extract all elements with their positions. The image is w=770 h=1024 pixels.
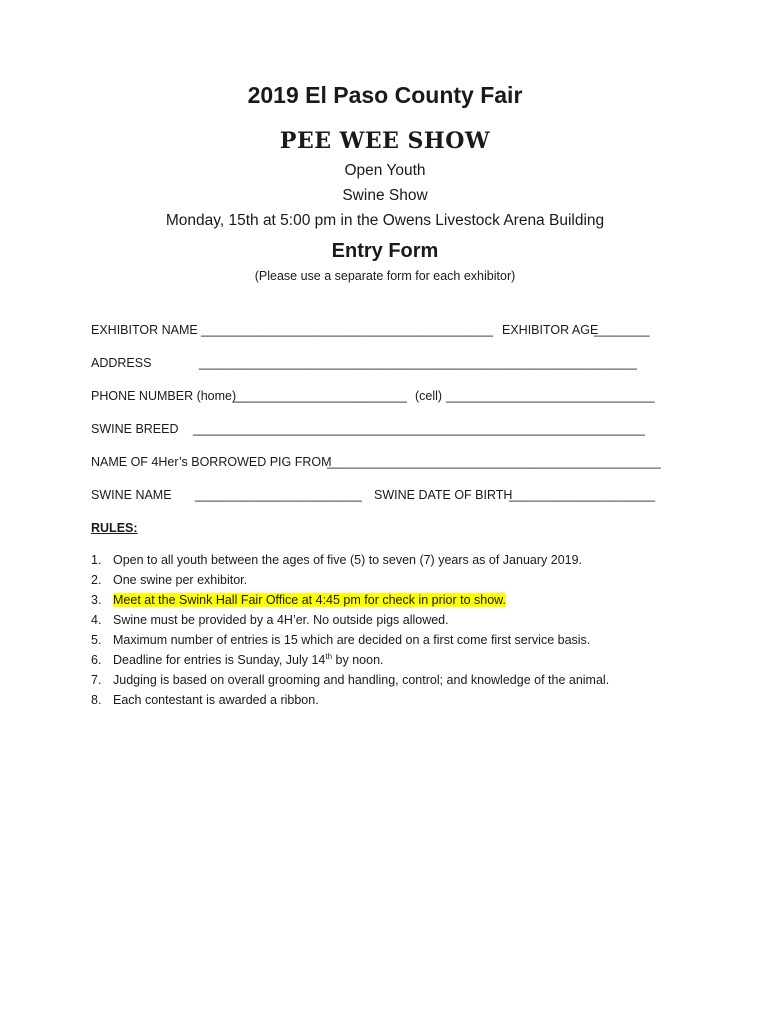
phone-cell-field[interactable]: ______________________________	[446, 389, 655, 403]
swine-dob-field[interactable]: _____________________	[509, 488, 655, 502]
exhibitor-name-label: EXHIBITOR NAME	[91, 323, 198, 337]
rule-text: Judging is based on overall grooming and handling, control; and knowledge of the animal.	[113, 673, 610, 687]
rule-text: Maximum number of entries is 15 which are decided on a first come first service basis.	[113, 633, 591, 647]
rule-number: 5.	[91, 633, 102, 647]
rule-text-after: by noon.	[332, 653, 384, 667]
rule-number: 2.	[91, 573, 102, 587]
address-field[interactable]: _______________________________________________________________	[199, 356, 637, 370]
rule-text: Open to all youth between the ages of five (5) to seven (7) years as of January 2019.	[113, 553, 583, 567]
rules-heading: RULES:	[91, 521, 138, 535]
rule-number: 1.	[91, 553, 102, 567]
phone-cell-label: (cell)	[415, 389, 443, 403]
exhibitor-age-label: EXHIBITOR AGE	[502, 323, 599, 337]
phone-home-label: PHONE NUMBER (home)	[91, 389, 237, 403]
rule-number: 3.	[91, 593, 102, 607]
rule-number: 6.	[91, 653, 102, 667]
swine-name-field[interactable]: ________________________	[195, 488, 362, 502]
borrowed-pig-field[interactable]: ________________________________________________	[327, 455, 661, 469]
rule-item	[91, 632, 609, 652]
swine-name-label: SWINE NAME	[91, 488, 172, 502]
rule-superscript: th	[325, 651, 333, 661]
swine-breed-label: SWINE BREED	[91, 422, 179, 436]
rules-list	[91, 552, 609, 712]
subtitle-swine-show: Swine Show	[342, 187, 428, 204]
show-name: PEE WEE SHOW	[279, 128, 491, 154]
rule-text: Deadline for entries is Sunday, July 14	[113, 653, 326, 667]
rule-number: 4.	[91, 613, 102, 627]
rule-text: One swine per exhibitor.	[113, 573, 248, 587]
form-note: (Please use a separate form for each exhibitor)	[254, 269, 516, 283]
rule-text: Each contestant is awarded a ribbon.	[113, 693, 319, 707]
rule-text: Swine must be provided by a 4H’er. No outside pigs allowed.	[113, 613, 449, 627]
rule-item	[91, 672, 609, 692]
rule-number: 8.	[91, 693, 102, 707]
fair-title: 2019 El Paso County Fair	[247, 82, 523, 108]
event-date-location: Monday, 15th at 5:00 pm in the Owens Livestock Arena Building	[165, 212, 605, 229]
rule-item	[91, 592, 609, 612]
rule-number: 7.	[91, 673, 102, 687]
rule-item	[91, 552, 609, 572]
rule-item	[91, 572, 609, 592]
swine-dob-label: SWINE DATE OF BIRTH	[374, 488, 513, 502]
exhibitor-name-field[interactable]: __________________________________________	[201, 323, 493, 337]
borrowed-pig-label: NAME OF 4Her’s BORROWED PIG FROM	[91, 455, 332, 469]
form-title: Entry Form	[331, 240, 439, 262]
rule-item	[91, 612, 609, 632]
rule-text-highlighted: Meet at the Swink Hall Fair Office at 4:45 pm for check in prior to show.	[113, 593, 506, 607]
exhibitor-age-field[interactable]: ________	[594, 323, 650, 337]
address-label: ADDRESS	[91, 356, 152, 370]
rule-item	[91, 692, 609, 712]
rule-item	[91, 652, 609, 672]
swine-breed-field[interactable]: _________________________________________________________________	[193, 422, 645, 436]
subtitle-open-youth: Open Youth	[344, 162, 426, 179]
phone-home-field[interactable]: _________________________	[233, 389, 407, 403]
